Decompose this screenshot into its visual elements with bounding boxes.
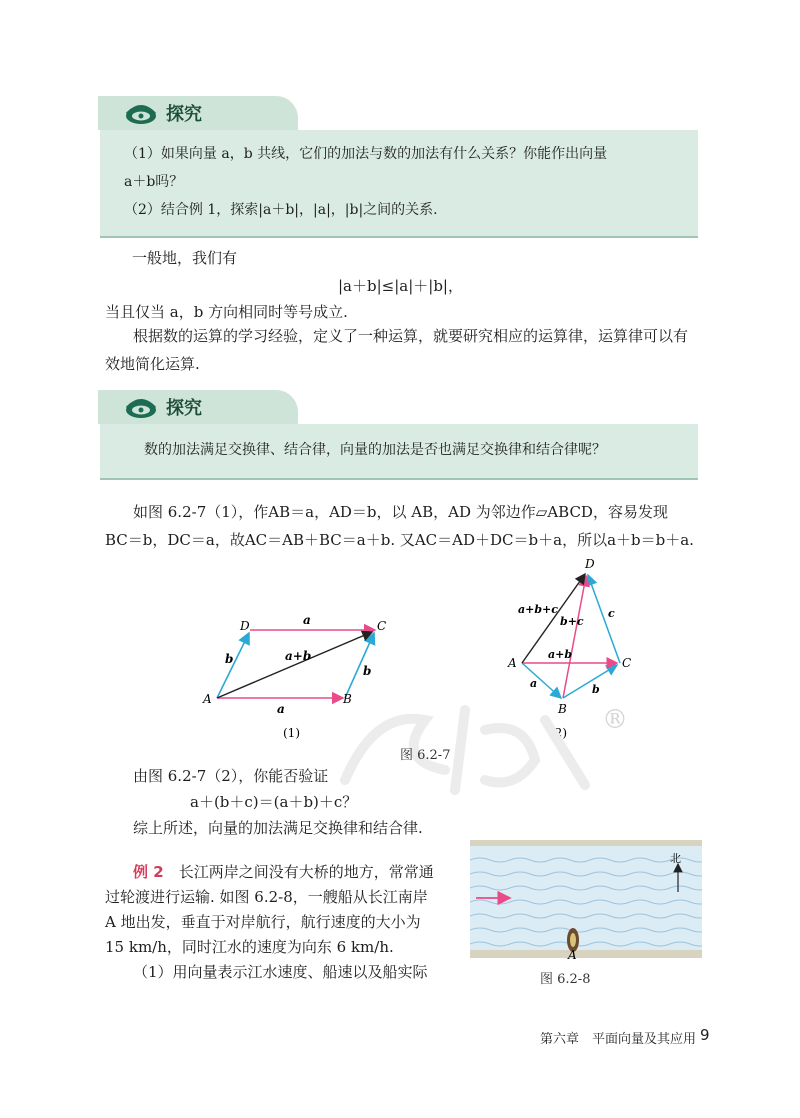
label-B: B	[343, 692, 352, 706]
proof-line-1: 如图 6.2-7（1），作AB＝a，AD＝b，以 AB，AD 为邻边作▱ABCD，容易发现	[133, 503, 668, 521]
label-D2: D	[585, 557, 595, 571]
explore-box-1	[100, 104, 698, 238]
label-b2: b	[592, 683, 600, 696]
assoc-formula: a＋(b＋c)＝(a＋b)＋c？	[190, 793, 358, 811]
intro-text: 一般地，我们有	[132, 249, 238, 267]
example2-line2: 过轮渡进行运输. 如图 6.2-8，一艘船从长江南岸	[105, 888, 428, 906]
explore2-line1: 数的加法满足交换律、结合律，向量的加法是否也满足交换律和结合律呢？	[144, 442, 606, 458]
explore1-line2: a＋b吗？	[124, 174, 184, 190]
explore-tab-2	[98, 390, 298, 424]
label-C: C	[377, 619, 387, 633]
example2-line3: A 地出发，垂直于对岸航行，航行速度的大小为	[105, 913, 421, 931]
label-b-right: b	[363, 664, 372, 678]
example2-head: 例 2	[133, 863, 164, 881]
explore-title-2: 探究	[166, 398, 202, 419]
example2-block	[105, 860, 450, 985]
inequality-formula: |a＋b|≤|a|＋|b|，	[338, 277, 463, 295]
point-A-label: A	[568, 948, 577, 962]
fig-6-2-8-caption: 图 6.2-8	[540, 972, 591, 987]
example2-line5: （1）用向量表示江水速度、船速以及船实际	[133, 963, 428, 981]
watermark-mark: ®	[602, 705, 628, 735]
fig1-caption: (1)	[283, 726, 300, 740]
explore-tab-1	[98, 96, 298, 130]
explore1-line1: （1）如果向量 a，b 共线，它们的加法与数的加法有什么关系？你能作出向量	[124, 146, 608, 162]
equality-condition: 当且仅当 a，b 方向相同时等号成立.	[105, 303, 348, 321]
label-abc: a+b+c	[518, 603, 558, 616]
footer-chapter: 第六章 平面向量及其应用	[540, 1032, 697, 1047]
fig-6-2-7-caption: 图 6.2-7	[400, 748, 451, 763]
label-D: D	[240, 619, 250, 633]
operation-law-paragraph: 根据数的运算的学习经验，定义了一种运算，就要研究相应的运算律，运算律可以有效地简化运算.	[105, 327, 689, 373]
label-A2: A	[508, 656, 517, 670]
label-ab2: a+b	[548, 648, 573, 661]
label-b-left: b	[225, 652, 234, 666]
proof-line-2: BC＝b，DC＝a，故AC＝AB＋BC＝a＋b. 又AC＝AD＋DC＝b＋a，所以a＋b＝b＋a.	[105, 531, 694, 549]
assoc-summary: 综上所述，向量的加法满足交换律和结合律.	[133, 819, 423, 837]
label-A: A	[203, 692, 212, 706]
label-B2: B	[558, 702, 567, 716]
assoc-question: 由图 6.2-7（2），你能否验证	[133, 767, 329, 785]
label-a-bottom: a	[277, 702, 285, 716]
figure-6-2-8-river	[470, 840, 702, 962]
label-a2: a	[530, 677, 538, 690]
label-c2: c	[608, 607, 615, 620]
example2-line4: 15 km/h，同时江水的速度为向东 6 km/h.	[105, 938, 394, 956]
explore-title-1: 探究	[166, 104, 202, 125]
vector-CD2	[588, 575, 620, 663]
north-label: 北	[670, 852, 681, 865]
explore-box-2	[100, 398, 698, 480]
footer-page-number: 9	[700, 1026, 710, 1044]
label-diag: a+b	[285, 649, 312, 663]
explore-icon	[124, 101, 158, 125]
explore-icon	[124, 395, 158, 419]
label-a-top: a	[303, 613, 311, 627]
vector-BD2	[563, 576, 586, 698]
explore1-line3: （2）结合例 1，探索|a＋b|，|a|，|b|之间的关系.	[124, 202, 438, 218]
example2-line1: 长江两岸之间没有大桥的地方，常常通	[178, 863, 434, 881]
label-C2: C	[622, 656, 632, 670]
label-bc: b+c	[560, 615, 584, 628]
fig2-caption: (2)	[550, 726, 567, 740]
